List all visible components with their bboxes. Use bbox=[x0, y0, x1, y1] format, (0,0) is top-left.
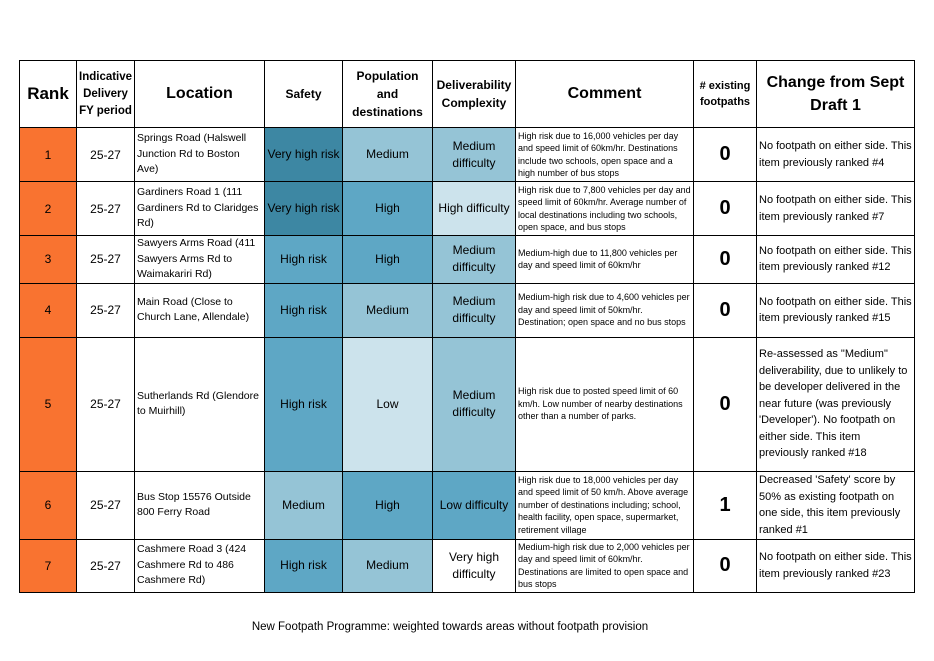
location-cell: Main Road (Close to Church Lane, Allendale) bbox=[135, 283, 265, 337]
existing-footpaths-cell: 0 bbox=[694, 128, 757, 182]
deliverability-cell: Medium difficulty bbox=[433, 236, 516, 284]
safety-cell: High risk bbox=[265, 236, 343, 284]
comment-cell: Medium-high risk due to 4,600 vehicles per day and speed limit of 50km/hr. Destination; open space and no bus stops bbox=[516, 283, 694, 337]
footpath-programme-table bbox=[19, 60, 915, 593]
location-cell: Sawyers Arms Road (411 Sawyers Arms Rd to Waimakariri Rd) bbox=[135, 236, 265, 284]
existing-footpaths-cell: 0 bbox=[694, 182, 757, 236]
header-row bbox=[20, 61, 915, 128]
fy-period-cell: 25-27 bbox=[77, 471, 135, 539]
comment-cell: High risk due to 18,000 vehicles per day and speed limit of 50 km/h. Above average number of destinations including; school, health facility, open space, supermarket, retirement village bbox=[516, 471, 694, 539]
rank-cell: 1 bbox=[20, 128, 77, 182]
population-cell: High bbox=[343, 182, 433, 236]
rank-cell: 2 bbox=[20, 182, 77, 236]
existing-footpaths-cell: 0 bbox=[694, 236, 757, 284]
population-cell: High bbox=[343, 236, 433, 284]
rank-cell: 7 bbox=[20, 539, 77, 592]
table-row bbox=[20, 471, 915, 539]
fy-period-cell: 25-27 bbox=[77, 128, 135, 182]
comment-cell: High risk due to 16,000 vehicles per day and speed limit of 60km/hr. Destinations include two schools, open space and a high number of bus stops bbox=[516, 128, 694, 182]
safety-cell: Medium bbox=[265, 471, 343, 539]
location-cell: Gardiners Road 1 (111 Gardiners Rd to Claridges Rd) bbox=[135, 182, 265, 236]
rank-cell: 4 bbox=[20, 283, 77, 337]
location-cell: Springs Road (Halswell Junction Rd to Boston Ave) bbox=[135, 128, 265, 182]
header-existing-footpaths: # existing footpaths bbox=[694, 61, 757, 128]
population-cell: High bbox=[343, 471, 433, 539]
location-cell: Sutherlands Rd (Glendore to Muirhill) bbox=[135, 337, 265, 471]
population-cell: Medium bbox=[343, 128, 433, 182]
header-comment: Comment bbox=[516, 61, 694, 128]
location-cell: Bus Stop 15576 Outside 800 Ferry Road bbox=[135, 471, 265, 539]
comment-cell: Medium-high due to 11,800 vehicles per day and speed limit of 60km/hr bbox=[516, 236, 694, 284]
deliverability-cell: Low difficulty bbox=[433, 471, 516, 539]
change-cell: Re-assessed as "Medium" deliverability, due to unlikely to be developer delivered in the near future (was previously 'Developer'). No footpath on either side. This item previously ranked #18 bbox=[757, 337, 915, 471]
fy-period-cell: 25-27 bbox=[77, 283, 135, 337]
comment-cell: High risk due to 7,800 vehicles per day and speed limit of 60km/hr. Average number of local destinations including two schools, open space, and bus stops bbox=[516, 182, 694, 236]
change-cell: No footpath on either side. This item previously ranked #23 bbox=[757, 539, 915, 592]
rank-cell: 5 bbox=[20, 337, 77, 471]
header-population: Population and destinations bbox=[343, 61, 433, 128]
header-change: Change from Sept Draft 1 bbox=[757, 61, 915, 128]
header-deliverability: Deliverability Complexity bbox=[433, 61, 516, 128]
table-caption: New Footpath Programme: weighted towards areas without footpath provision bbox=[251, 621, 649, 633]
table-row bbox=[20, 182, 915, 236]
fy-period-cell: 25-27 bbox=[77, 236, 135, 284]
header-rank: Rank bbox=[20, 61, 77, 128]
change-cell: No footpath on either side. This item previously ranked #12 bbox=[757, 236, 915, 284]
existing-footpaths-cell: 1 bbox=[694, 471, 757, 539]
deliverability-cell: Medium difficulty bbox=[433, 283, 516, 337]
location-cell: Cashmere Road 3 (424 Cashmere Rd to 486 Cashmere Rd) bbox=[135, 539, 265, 592]
existing-footpaths-cell: 0 bbox=[694, 337, 757, 471]
deliverability-cell: Medium difficulty bbox=[433, 337, 516, 471]
header-fy-period: Indicative Delivery FY period bbox=[77, 61, 135, 128]
table-row bbox=[20, 236, 915, 284]
comment-cell: High risk due to posted speed limit of 60 km/h. Low number of nearby destinations other than a number of parks. bbox=[516, 337, 694, 471]
existing-footpaths-cell: 0 bbox=[694, 283, 757, 337]
safety-cell: Very high risk bbox=[265, 128, 343, 182]
rank-cell: 3 bbox=[20, 236, 77, 284]
population-cell: Medium bbox=[343, 283, 433, 337]
rank-cell: 6 bbox=[20, 471, 77, 539]
change-cell: No footpath on either side. This item previously ranked #4 bbox=[757, 128, 915, 182]
fy-period-cell: 25-27 bbox=[77, 182, 135, 236]
population-cell: Low bbox=[343, 337, 433, 471]
table-row bbox=[20, 539, 915, 592]
deliverability-cell: High difficulty bbox=[433, 182, 516, 236]
fy-period-cell: 25-27 bbox=[77, 539, 135, 592]
safety-cell: High risk bbox=[265, 283, 343, 337]
header-location: Location bbox=[135, 61, 265, 128]
existing-footpaths-cell: 0 bbox=[694, 539, 757, 592]
header-safety: Safety bbox=[265, 61, 343, 128]
change-cell: No footpath on either side. This item previously ranked #15 bbox=[757, 283, 915, 337]
comment-cell: Medium-high risk due to 2,000 vehicles per day and speed limit of 60km/hr. Destinations are limited to open space and bus stops bbox=[516, 539, 694, 592]
population-cell: Medium bbox=[343, 539, 433, 592]
deliverability-cell: Very high difficulty bbox=[433, 539, 516, 592]
change-cell: Decreased 'Safety' score by 50% as existing footpath on one side, this item previously ranked #1 bbox=[757, 471, 915, 539]
safety-cell: High risk bbox=[265, 539, 343, 592]
table-row bbox=[20, 283, 915, 337]
safety-cell: High risk bbox=[265, 337, 343, 471]
change-cell: No footpath on either side. This item previously ranked #7 bbox=[757, 182, 915, 236]
safety-cell: Very high risk bbox=[265, 182, 343, 236]
fy-period-cell: 25-27 bbox=[77, 337, 135, 471]
table-row bbox=[20, 337, 915, 471]
deliverability-cell: Medium difficulty bbox=[433, 128, 516, 182]
table-row bbox=[20, 128, 915, 182]
